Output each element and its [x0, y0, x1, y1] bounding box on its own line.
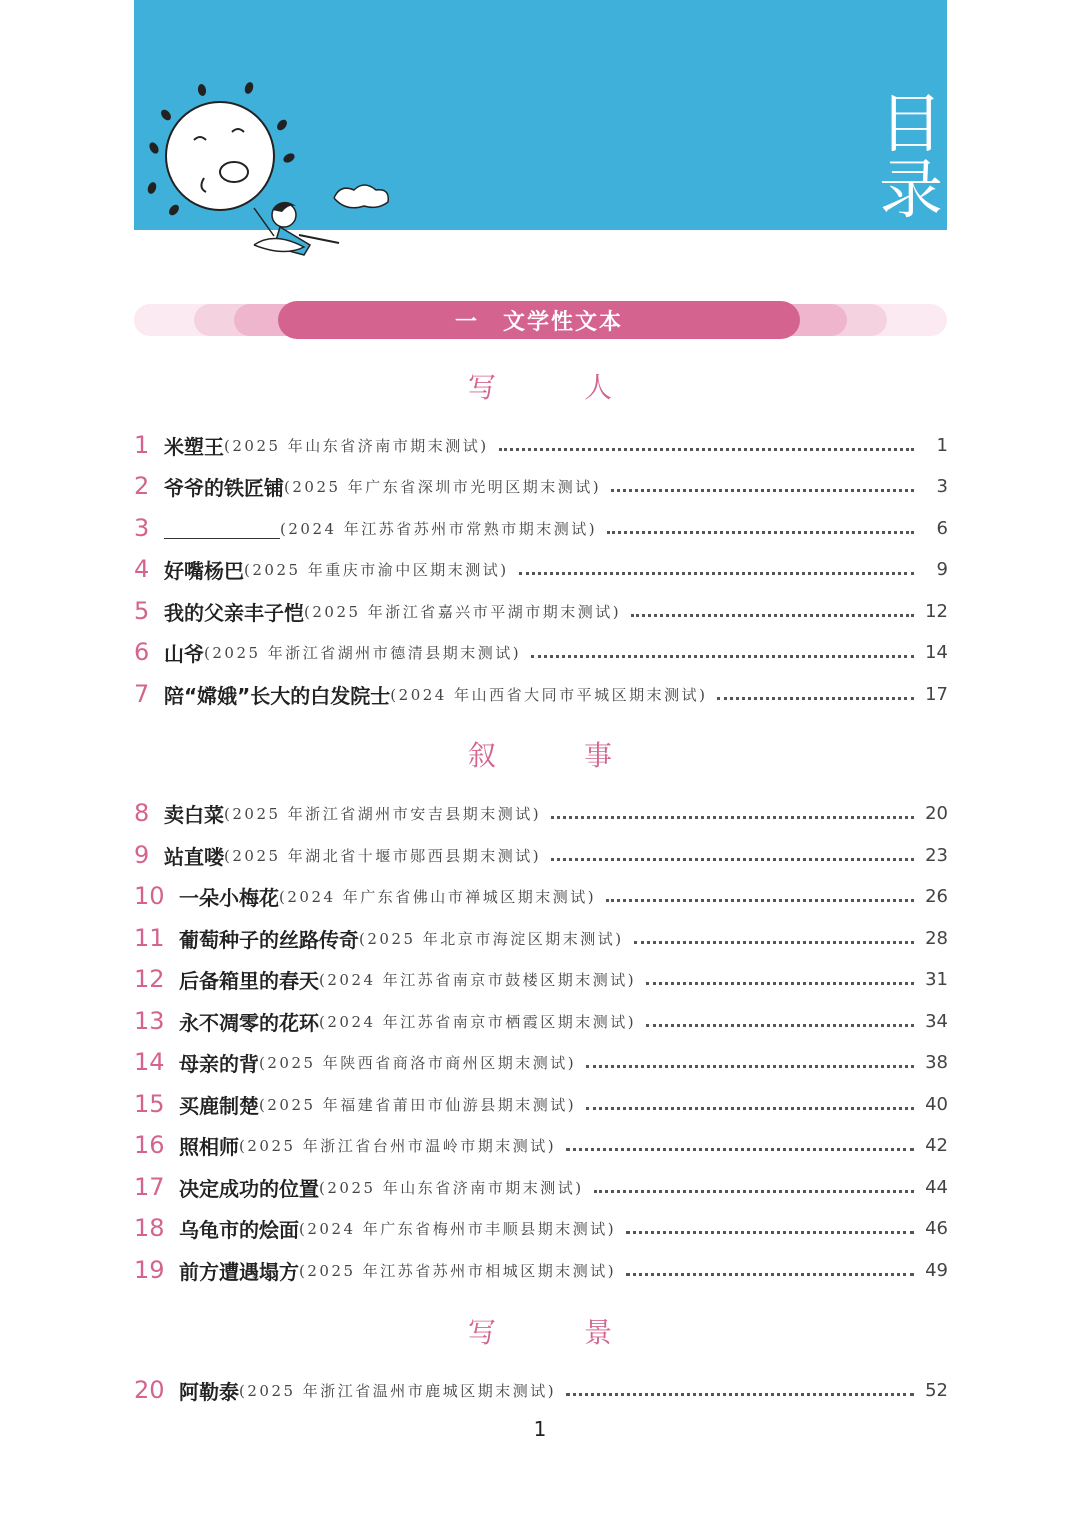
entry-source: (2025 年福建省莆田市仙游县期末测试)	[259, 1095, 577, 1114]
entry-page: 6	[936, 517, 948, 539]
entry-source: (2025 年浙江省台州市温岭市期末测试)	[239, 1136, 557, 1155]
entry-title: 买鹿制楚	[179, 1093, 259, 1118]
leader-dots	[606, 897, 914, 902]
entry-number: 18	[134, 1214, 165, 1242]
entry-title: 山爷	[164, 641, 204, 666]
entry-title: 母亲的背	[179, 1051, 259, 1076]
toc-entry[interactable]	[134, 922, 948, 954]
entry-number: 12	[134, 965, 165, 993]
toc-entry[interactable]	[134, 839, 948, 871]
entry-number: 15	[134, 1090, 165, 1118]
toc-entry[interactable]	[134, 553, 948, 585]
category-heading: 写 景	[467, 1316, 642, 1349]
entry-source: (2025 年重庆市渝中区期末测试)	[244, 560, 509, 579]
entry-title: 决定成功的位置	[179, 1176, 319, 1201]
entry-title: 一朵小梅花	[179, 885, 279, 910]
entry-title: 葡萄种子的丝路传奇	[179, 927, 359, 952]
entry-page: 1	[936, 434, 948, 456]
entry-title: 站直喽	[164, 844, 224, 869]
entry-number: 17	[134, 1173, 165, 1201]
entry-source: (2025 年山东省济南市期末测试)	[319, 1178, 584, 1197]
toc-entry[interactable]	[134, 1254, 948, 1286]
leader-dots	[646, 1022, 914, 1027]
leader-dots	[717, 695, 914, 700]
section-title: 一 文学性文本	[278, 301, 800, 339]
entry-title: 后备箱里的春天	[179, 968, 319, 993]
entry-source: (2024 年江苏省南京市鼓楼区期末测试)	[319, 970, 637, 989]
entry-title: 前方遭遇塌方	[179, 1259, 299, 1284]
entry-number: 20	[134, 1376, 165, 1404]
entry-title: 爷爷的铁匠铺	[164, 475, 284, 500]
entry-page: 23	[925, 844, 948, 866]
toc-entry[interactable]	[134, 678, 948, 710]
leader-dots	[566, 1146, 914, 1151]
entry-title: 陪“嫦娥”长大的白发院士	[164, 683, 391, 708]
entry-title: 照相师	[179, 1134, 239, 1159]
leader-dots	[626, 1229, 914, 1234]
entry-source: (2025 年江苏省苏州市相城区期末测试)	[299, 1261, 617, 1280]
entry-source: (2024 年江苏省南京市栖霞区期末测试)	[319, 1012, 637, 1031]
toc-entry[interactable]	[134, 1212, 948, 1244]
entry-number: 1	[134, 431, 150, 459]
entry-page: 17	[925, 683, 948, 705]
leader-dots	[499, 446, 914, 451]
entry-number: 9	[134, 841, 150, 869]
entry-page: 42	[925, 1134, 948, 1156]
entry-title: 乌龟市的烩面	[179, 1217, 299, 1242]
entry-number: 8	[134, 799, 150, 827]
entry-source: (2024 年山西省大同市平城区期末测试)	[390, 685, 708, 704]
entry-source: (2025 年陕西省商洛市商州区期末测试)	[259, 1053, 577, 1072]
sun-kid-illustration	[134, 70, 404, 260]
leader-dots	[607, 529, 914, 534]
entry-source: (2025 年浙江省温州市鹿城区期末测试)	[239, 1381, 557, 1400]
entry-page: 46	[925, 1217, 948, 1239]
page-title	[875, 88, 947, 228]
entry-number: 13	[134, 1007, 165, 1035]
entry-number: 7	[134, 680, 150, 708]
entry-page: 31	[925, 968, 948, 990]
entry-page: 49	[925, 1259, 948, 1281]
entry-source: (2025 年山东省济南市期末测试)	[224, 436, 489, 455]
entry-title: 我的父亲丰子恺	[164, 600, 304, 625]
entry-page: 20	[925, 802, 948, 824]
entry-number: 5	[134, 597, 150, 625]
leader-dots	[566, 1391, 914, 1396]
entry-source: (2024 年广东省佛山市禅城区期末测试)	[279, 887, 597, 906]
entry-source: (2025 年浙江省湖州市安吉县期末测试)	[224, 804, 542, 823]
leader-dots	[631, 612, 914, 617]
entry-number: 14	[134, 1048, 165, 1076]
page-number: 1	[533, 1417, 547, 1441]
section-bar	[134, 301, 947, 339]
entry-number: 3	[134, 514, 150, 542]
entry-page: 14	[925, 641, 948, 663]
leader-dots	[531, 653, 914, 658]
toc-entry[interactable]	[134, 470, 948, 502]
toc-entry[interactable]	[134, 797, 948, 829]
entry-source: (2024 年江苏省苏州市常熟市期末测试)	[280, 519, 598, 538]
toc-entry[interactable]	[134, 1088, 948, 1120]
entry-page: 28	[925, 927, 948, 949]
toc-entry[interactable]	[134, 1046, 948, 1078]
leader-dots	[634, 939, 914, 944]
entry-page: 52	[925, 1379, 948, 1401]
category-heading: 叙 事	[467, 739, 642, 772]
toc-entry[interactable]	[134, 1129, 948, 1161]
title-char-2: 录	[879, 154, 943, 228]
toc-entry[interactable]	[134, 1171, 948, 1203]
leader-dots	[551, 814, 914, 819]
entry-number: 2	[134, 472, 150, 500]
entry-page: 34	[925, 1010, 948, 1032]
entry-page: 26	[925, 885, 948, 907]
leader-dots	[611, 487, 914, 492]
leader-dots	[519, 570, 914, 575]
entry-source: (2024 年广东省梅州市丰顺县期末测试)	[299, 1219, 617, 1238]
toc-entry[interactable]	[134, 1005, 948, 1037]
entry-title: 好嘴杨巴	[164, 558, 244, 583]
entry-number: 19	[134, 1256, 165, 1284]
toc-entry[interactable]	[134, 512, 948, 544]
entry-source: (2025 年浙江省嘉兴市平湖市期末测试)	[304, 602, 622, 621]
leader-dots	[586, 1063, 914, 1068]
entry-number: 11	[134, 924, 165, 952]
entry-page: 3	[936, 475, 948, 497]
toc-entry[interactable]	[134, 636, 948, 668]
entry-page: 12	[925, 600, 948, 622]
entry-title: 米塑王	[164, 434, 224, 459]
toc-entry[interactable]	[134, 963, 948, 995]
entry-page: 40	[925, 1093, 948, 1115]
entry-title: 永不凋零的花环	[179, 1010, 319, 1035]
title-char-1: 目	[879, 88, 943, 162]
entry-number: 4	[134, 555, 150, 583]
entry-source: (2025 年广东省深圳市光明区期末测试)	[284, 477, 602, 496]
toc-entry[interactable]	[134, 1374, 948, 1406]
entry-title: 阿勒泰	[179, 1379, 239, 1404]
entry-page: 9	[936, 558, 948, 580]
leader-dots	[594, 1188, 914, 1193]
entry-source: (2025 年北京市海淀区期末测试)	[359, 929, 624, 948]
entry-source: (2025 年湖北省十堰市郧西县期末测试)	[224, 846, 542, 865]
entry-number: 16	[134, 1131, 165, 1159]
leader-dots	[551, 856, 914, 861]
entry-page: 44	[925, 1176, 948, 1198]
toc-entry[interactable]	[134, 595, 948, 627]
toc-entry[interactable]	[134, 429, 948, 461]
leader-dots	[646, 980, 914, 985]
entry-source: (2025 年浙江省湖州市德清县期末测试)	[204, 643, 522, 662]
leader-dots	[626, 1271, 914, 1276]
entry-number: 6	[134, 638, 150, 666]
leader-dots	[586, 1105, 914, 1110]
entry-title: 卖白菜	[164, 802, 224, 827]
entry-page: 38	[925, 1051, 948, 1073]
toc-entry[interactable]	[134, 880, 948, 912]
title-blank	[164, 518, 280, 539]
category-heading: 写 人	[467, 371, 642, 404]
entry-number: 10	[134, 882, 165, 910]
